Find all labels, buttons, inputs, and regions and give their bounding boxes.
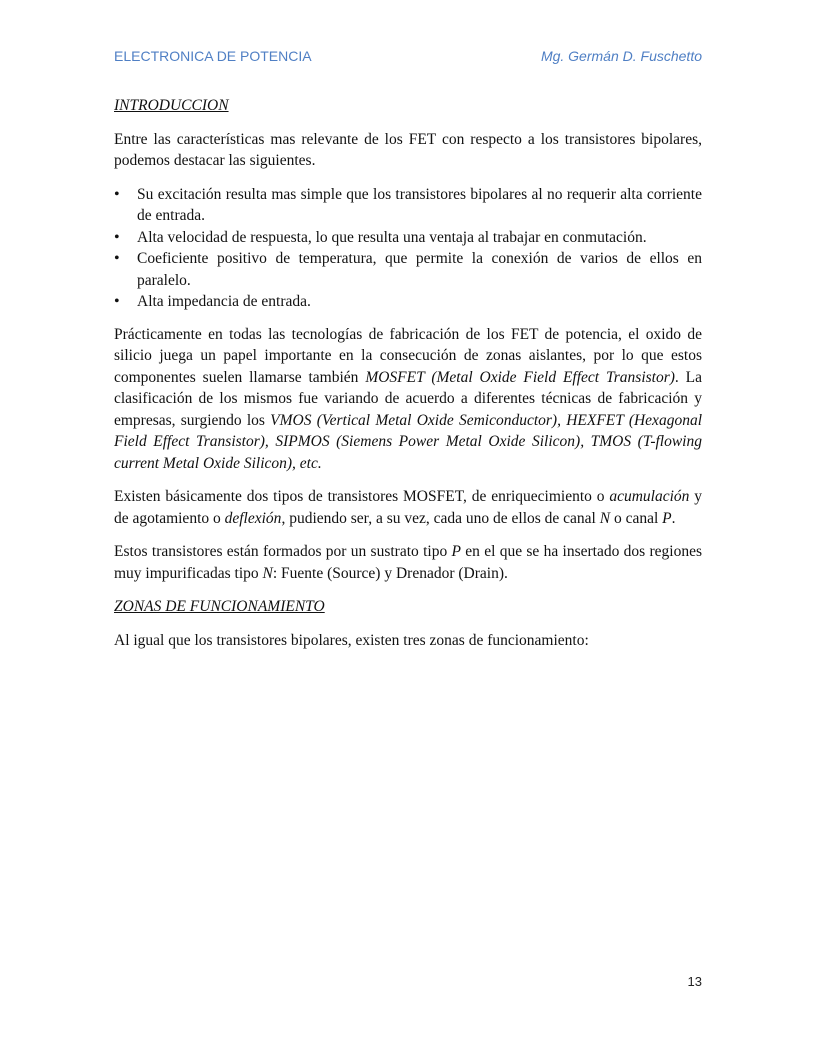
text-run: o canal (610, 509, 663, 527)
list-item: • Alta impedancia de entrada. (114, 291, 702, 313)
header-author: Mg. Germán D. Fuschetto (540, 48, 702, 64)
text-run: y de agotamiento o (114, 488, 703, 527)
text-run: en el que se ha insertado dos regiones muy impurificadas tipo (114, 543, 702, 582)
text-run: . (671, 509, 676, 527)
text-run: , pudiendo ser, a su vez, cada uno de ellos de canal (281, 509, 600, 527)
page-number: 13 (687, 974, 702, 989)
text-run: Existen básicamente dos tipos de transistores MOSFET, de enriquecimiento o (114, 488, 610, 505)
paragraph-mosfet-technologies (114, 324, 702, 475)
page-content (114, 95, 702, 663)
paragraph-zones-intro: Al igual que los transistores bipolares, existen tres zonas de funcionamiento: (114, 631, 589, 649)
header-title: ELECTRONICA DE POTENCIA (114, 48, 312, 64)
paragraph-fet-characteristics: Entre las características mas relevante de los FET con respecto a los transistores bipolares, podemos destacar las siguientes. (114, 130, 702, 169)
text-run: Estos transistores están formados por un sustrato tipo (114, 543, 452, 560)
paragraph-mosfet-types (114, 486, 702, 529)
list-item: • Alta velocidad de respuesta, lo que resulta una ventaja al trabajar en conmutación. (114, 227, 702, 249)
text-run: : Fuente (Source) y Drenador (Drain). (272, 564, 508, 582)
bullet-list (114, 184, 702, 313)
paragraph-substrate (114, 541, 702, 584)
italic-term: P (451, 543, 461, 560)
italic-term: P (662, 509, 672, 527)
list-item: • Su excitación resulta mas simple que los transistores bipolares al no requerir alta corriente de entrada. (114, 184, 702, 227)
italic-term: VMOS (Vertical Metal Oxide Semiconductor), HEXFET (Hexagonal Field Effect Transistor), SIPMOS (Siemens Power Metal Oxide Silicon), TMOS (T-flowing current Metal Oxide Silicon), etc. (114, 411, 702, 472)
italic-term: acumulación (609, 488, 690, 505)
section-title-introduccion: INTRODUCCION (114, 97, 229, 114)
list-item: • Coeficiente positivo de temperatura, que permite la conexión de varios de ellos en paralelo. (114, 248, 702, 291)
text-run: Prácticamente en todas las tecnologías de fabricación de los FET de potencia, el oxido de silicio juega un papel importante en la consecución de zonas aislantes, por lo que estos componentes suelen llamarse también (114, 325, 702, 386)
italic-term: deflexión (224, 509, 282, 527)
text-run: . La clasificación de los mismos fue variando de acuerdo a diferentes técnicas de fabricación y empresas, surgiendo los (114, 368, 703, 429)
italic-term: MOSFET (Metal Oxide Field Effect Transistor) (365, 368, 675, 386)
italic-term: N (262, 564, 273, 582)
section-title-zonas: ZONAS DE FUNCIONAMIENTO (114, 598, 325, 615)
italic-term: N (599, 509, 611, 527)
